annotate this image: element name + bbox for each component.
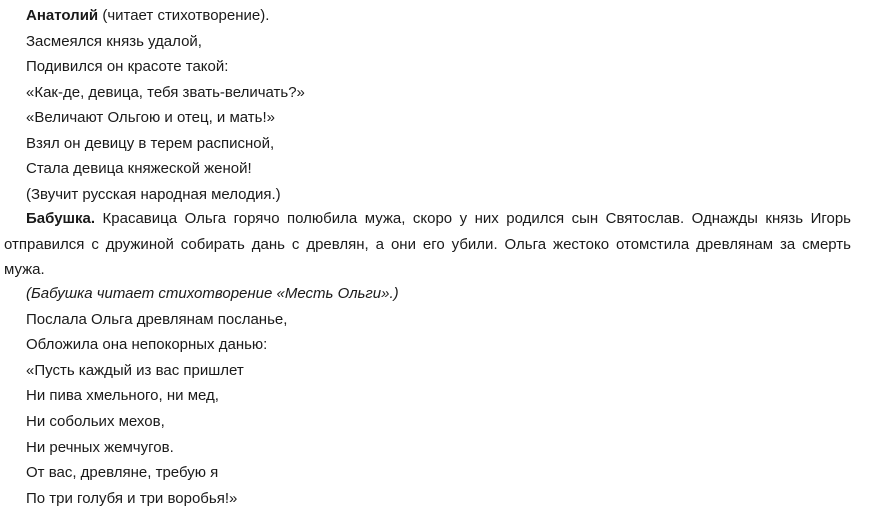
poem-line: Обложила она непокорных данью: (26, 336, 268, 353)
poem-line: По три голубя и три воробья!» (26, 490, 238, 507)
stage-direction: (читает стихотворение). (98, 7, 270, 24)
speaker-name: Бабушка. (26, 210, 96, 227)
poem-line: «Пусть каждый из вас пришлет (26, 362, 244, 379)
poem-line: Ни речных жемчугов. (26, 439, 174, 456)
poem-line: Взял он девицу в терем расписной, (26, 135, 275, 152)
poem-line: От вас, древляне, требую я (26, 464, 219, 481)
poem-line: Подивился он красоте такой: (26, 58, 229, 75)
poem-line: Ни пива хмельного, ни мед, (26, 387, 219, 404)
poem-line: Засмеялся князь удалой, (26, 33, 202, 50)
poem-line: «Как-де, девица, тебя звать-величать?» (26, 84, 305, 101)
poem-line: Ни собольих мехов, (26, 413, 165, 430)
grandma-paragraph (4, 206, 851, 283)
paragraph-text: Красавица Ольга горячо полюбила мужа, скоро у них родился сын Святослав. Однажды князь Игорь отправился с дружиной собирать дань с древлян, а они его убили. Ольга жестоко отомстила древлянам за смерть мужа. (4, 210, 851, 278)
stage-line-anatoly (26, 7, 269, 25)
stage-direction: (Бабушка читает стихотворение «Месть Ольги».) (26, 285, 399, 302)
poem-line: Стала девица княжеской женой! (26, 160, 252, 177)
stage-direction: (Звучит русская народная мелодия.) (26, 186, 281, 203)
poem-line: «Величают Ольгою и отец, и мать!» (26, 109, 276, 126)
poem-line: Послала Ольга древлянам посланье, (26, 311, 288, 328)
speaker-name: Анатолий (26, 7, 99, 24)
